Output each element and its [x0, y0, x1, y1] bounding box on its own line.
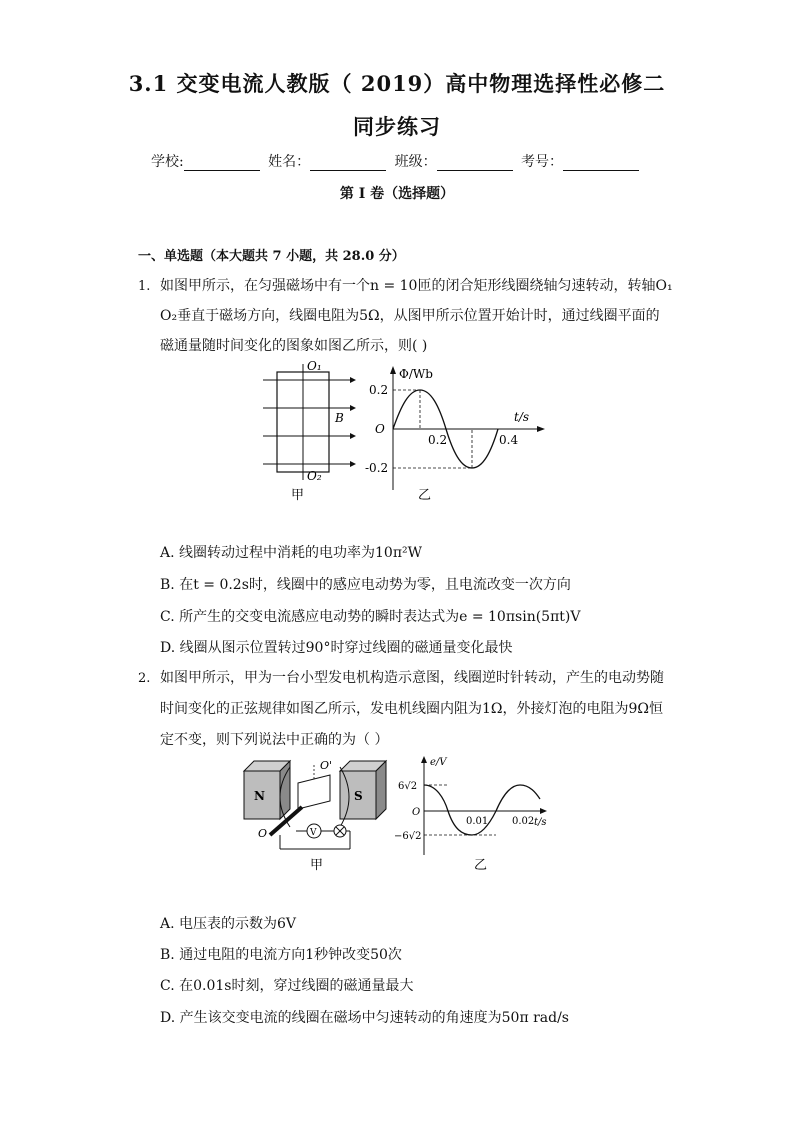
left-caption: 甲 — [291, 488, 305, 503]
y-bottom-label-2: −6√2 — [394, 831, 422, 842]
north-pole-label: N — [254, 789, 265, 803]
exam-no-label: 考号： — [521, 154, 564, 170]
emf-graph — [394, 756, 547, 873]
question-1-option-d[interactable]: D. 线圈从图示位置转过90°时穿过线圈的磁通量变化最快 — [160, 640, 513, 656]
generator-diagram — [244, 759, 386, 873]
right-caption-2: 乙 — [474, 858, 488, 873]
emf-axis-label: e/V — [430, 757, 447, 768]
school-blank[interactable] — [184, 157, 260, 171]
origin-label-2: O — [412, 807, 421, 818]
question-2-option-b[interactable]: B. 通过电阻的电流方向1秒钟改变50次 — [160, 947, 402, 963]
class-blank[interactable] — [437, 157, 513, 171]
question-2-line-1: 如图甲所示，甲为一台小型发电机构造示意图，线圈逆时针转动，产生的电动势随 — [160, 670, 664, 686]
question-1-line-3: 磁通量随时间变化的图象如图乙所示，则( ) — [160, 338, 428, 354]
x1-label: 0.01 — [466, 816, 489, 827]
page-title: 3.1 交变电流人教版（ 2019）高中物理选择性必修二 — [128, 71, 666, 96]
exam-no-blank[interactable] — [563, 157, 639, 171]
right-caption: 乙 — [418, 488, 432, 503]
emf-curve — [424, 785, 540, 835]
question-1-number: 1. — [138, 279, 151, 294]
flux-graph — [365, 366, 545, 503]
y-top-label-2: 6√2 — [398, 781, 418, 792]
question-2-figure — [240, 753, 560, 878]
page-subtitle: 同步练习 — [353, 114, 441, 139]
b-label: B — [335, 411, 344, 425]
magnetic-field-diagram — [263, 359, 356, 503]
y-top-label: 0.2 — [369, 383, 389, 397]
o-label: O — [258, 827, 268, 840]
o2-label: O₂ — [307, 469, 322, 483]
south-pole-label: S — [354, 789, 363, 803]
x-end-label: 0.4 — [499, 433, 519, 447]
school-label: 学校: — [150, 154, 184, 170]
question-2-line-2: 时间变化的正弦规律如图乙所示，发电机线圈内阻为1Ω，外接灯泡的电阻为9Ω恒 — [160, 701, 664, 717]
name-label: 姓名： — [268, 154, 311, 170]
question-1-option-a[interactable]: A. 线圈转动过程中消耗的电功率为10π²W — [160, 545, 423, 561]
time-axis-label-2: t/s — [534, 817, 547, 828]
question-2-option-d[interactable]: D. 产生该交变电流的线圈在磁场中匀速转动的角速度为50π rad/s — [160, 1010, 569, 1026]
o-prime-label: O' — [320, 759, 333, 772]
question-1-option-c[interactable]: C. 所产生的交变电流感应电动势的瞬时表达式为e = 10πsin(5πt)V — [160, 609, 581, 625]
class-label: 班级： — [394, 154, 437, 170]
time-axis-label: t/s — [514, 410, 530, 424]
section-heading: 一、单选题（本大题共 7 小题，共 28.0 分） — [138, 249, 405, 264]
question-1-line-2: O₂垂直于磁场方向，线圈电阻为5Ω，从图甲所示位置开始计时，通过线圈平面的 — [160, 308, 660, 324]
left-caption-2: 甲 — [310, 858, 324, 873]
question-2-line-3: 定不变，则下列说法中正确的为（ ） — [160, 732, 389, 748]
question-1-option-b[interactable]: B. 在t = 0.2s时，线圈中的感应电动势为零，且电流改变一次方向 — [160, 577, 571, 593]
name-blank[interactable] — [310, 157, 386, 171]
question-1-figure — [255, 358, 555, 508]
x-mid-label: 0.2 — [428, 433, 448, 447]
student-info-row — [0, 151, 794, 171]
volume-heading: 第 I 卷（选择题） — [339, 186, 455, 202]
origin-label: O — [375, 422, 385, 436]
voltmeter-label: V — [310, 828, 317, 838]
question-2-number: 2. — [138, 671, 151, 686]
question-2-option-c[interactable]: C. 在0.01s时刻，穿过线圈的磁通量最大 — [160, 978, 414, 994]
x2-label: 0.02 — [512, 816, 535, 827]
question-1-line-1: 如图甲所示，在匀强磁场中有一个n = 10匝的闭合矩形线圈绕轴匀速转动，转轴O₁ — [160, 278, 673, 294]
o1-label: O₁ — [307, 359, 322, 373]
y-bottom-label: -0.2 — [365, 461, 389, 475]
flux-axis-label: Φ/Wb — [399, 367, 433, 381]
question-2-option-a[interactable]: A. 电压表的示数为6V — [160, 916, 297, 932]
